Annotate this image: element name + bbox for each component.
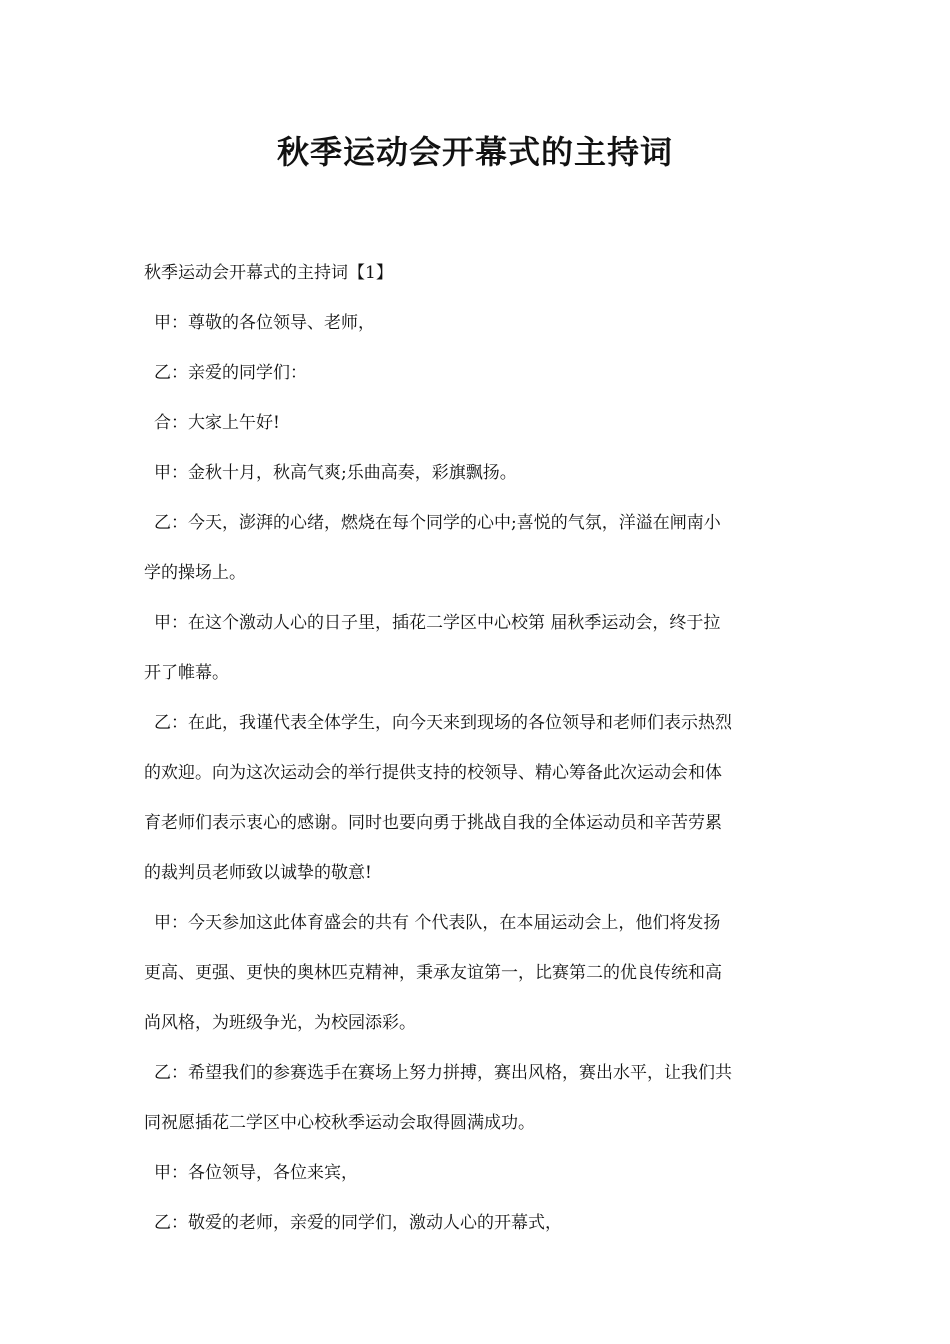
text-line: 甲：尊敬的各位领导、老师， [154, 313, 375, 333]
text-line: 尚风格，为班级争光，为校园添彩。 [144, 1013, 416, 1033]
text-line: 的裁判员老师致以诚挚的敬意! [144, 863, 372, 883]
text-line: 开了帷幕。 [144, 663, 229, 683]
text-line: 甲：在这个激动人心的日子里，插花二学区中心校第 届秋季运动会，终于拉 [154, 613, 721, 633]
document-body [144, 248, 808, 1248]
text-line: 乙：敬爱的老师，亲爱的同学们，激动人心的开幕式， [154, 1213, 562, 1233]
text-line: 合：大家上午好! [154, 413, 280, 433]
text-line: 甲：各位领导，各位来宾， [154, 1163, 358, 1183]
text-line: 育老师们表示衷心的感谢。同时也要向勇于挑战自我的全体运动员和辛苦劳累 [144, 813, 722, 833]
text-line: 秋季运动会开幕式的主持词【1】 [144, 263, 393, 283]
text-line: 学的操场上。 [144, 563, 246, 583]
text-line: 乙：今天，澎湃的心绪，燃烧在每个同学的心中;喜悦的气氛，洋溢在闸南小 [154, 513, 721, 533]
text-line: 乙：希望我们的参赛选手在赛场上努力拼搏，赛出风格，赛出水平，让我们共 [154, 1063, 732, 1083]
text-line: 乙：在此，我谨代表全体学生，向今天来到现场的各位领导和老师们表示热烈 [154, 713, 732, 733]
text-line: 甲：金秋十月，秋高气爽;乐曲高奏，彩旗飘扬。 [154, 463, 517, 483]
text-line: 同祝愿插花二学区中心校秋季运动会取得圆满成功。 [144, 1113, 535, 1133]
text-line: 的欢迎。向为这次运动会的举行提供支持的校领导、精心筹备此次运动会和体 [144, 763, 722, 783]
text-line: 乙：亲爱的同学们： [154, 363, 307, 383]
text-line: 甲：今天参加这此体育盛会的共有 个代表队，在本届运动会上，他们将发扬 [154, 913, 721, 933]
page-title: 秋季运动会开幕式的主持词 [276, 133, 673, 171]
text-line: 更高、更强、更快的奥林匹克精神，秉承友谊第一，比赛第二的优良传统和高 [144, 963, 722, 983]
